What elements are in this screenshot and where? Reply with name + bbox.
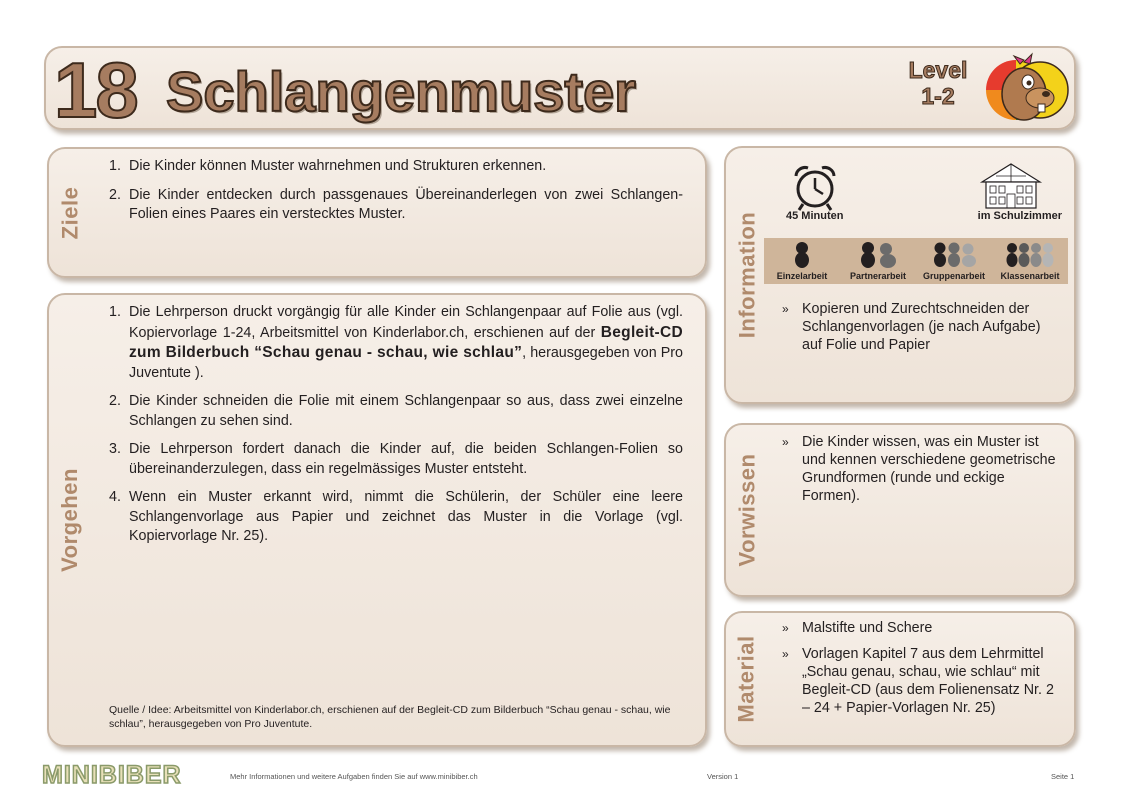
page-number: Seite 1: [1051, 772, 1075, 781]
material-list: [782, 619, 1058, 725]
footer-info: Mehr Informationen und weitere Aufgaben finden Sie auf www.minibiber.ch: [230, 772, 478, 781]
work-type-group: Gruppenarbeit: [916, 238, 992, 284]
goals-panel: [47, 147, 707, 278]
procedure-panel: [47, 293, 707, 747]
level-value: 1-2: [921, 83, 955, 109]
material-label: Material: [734, 635, 759, 723]
procedure-label: Vorgehen: [57, 468, 83, 572]
duration-text: 45 Minuten: [786, 210, 844, 222]
title-banner: [44, 46, 1076, 134]
goals-label: Ziele: [57, 186, 83, 239]
partner-beavers-icon: [848, 240, 908, 268]
footer-version: Version 1: [707, 772, 739, 781]
work-type-single: Einzelarbeit: [764, 238, 840, 284]
list-item: » Die Kinder wissen, was ein Muster ist und kennen verschiedene geometrische Grundformen (runde und eckige Formen).: [782, 434, 1056, 504]
beaver-mascot-icon: [978, 52, 1070, 128]
prior-knowledge-list: [782, 433, 1058, 513]
work-type-class: Klassenarbeit: [992, 238, 1068, 284]
class-beavers-icon: [1000, 240, 1060, 268]
information-list: [782, 300, 1058, 362]
location-text: im Schulzimmer: [977, 210, 1062, 222]
material-panel: [724, 611, 1076, 747]
list-item: 1. Die Kinder können Muster wahrnehmen und Strukturen erkennen.: [109, 158, 547, 174]
list-item: 2. Die Kinder schneiden die Folie mit einem Schlangenpaar so aus, dass zwei einzelne Schlangen zu sehen sind.: [109, 393, 683, 429]
prior-knowledge-panel: [724, 423, 1076, 597]
minibiber-logo: [38, 758, 218, 790]
single-beaver-icon: [782, 240, 822, 268]
information-panel: [724, 146, 1076, 404]
group-beavers-icon: [924, 240, 984, 268]
list-item: » Malstifte und Schere: [782, 620, 933, 636]
list-item: 2. Die Kinder entdecken durch passgenaues Übereinanderlegen von zwei Schlangen-Folien eines Paares ein verstecktes Muster.: [109, 186, 683, 222]
source-note: Quelle / Idee: Arbeitsmittel von Kinderlabor.ch, erschienen auf der Begleit-CD zum Bilderbuch “Schau genau - schau, wie schlau”, herausgegeben von Pro Juventute.: [109, 704, 671, 730]
page-title: Schlangenmuster: [166, 60, 636, 123]
goals-list: [109, 157, 683, 234]
list-item: 4. Wenn ein Muster erkannt wird, nimmt die Schülerin, der Schüler eine leere Schlangenvorlage aus Papier und zeichnet das Muster in die Vorlage (vgl. Kopiervorlage Nr. 25).: [109, 489, 683, 544]
procedure-list: [109, 303, 683, 556]
activity-number: 18: [54, 46, 137, 134]
work-type-partner: Partnerarbeit: [840, 238, 916, 284]
cd-title: Begleit-CD zum Bilderbuch “Schau genau - schau, wie schlau”: [129, 323, 683, 361]
work-types-bar: [764, 238, 1068, 284]
level-label: Level: [908, 57, 968, 83]
alarm-clock-icon: [788, 162, 842, 212]
list-item: 3. Die Lehrperson fordert danach die Kinder auf, die beiden Schlangen-Folien so übereinanderzulegen, dass ein regelmässiges Muster entsteht.: [109, 441, 683, 477]
information-label: Information: [734, 211, 759, 339]
list-item: 1. Die Lehrperson druckt vorgängig für alle Kinder ein Schlangenpaar auf Folie aus (vgl. Kopiervorlage 1-24, Arbeitsmittel von Kinderlabor.ch, erschienen auf der Begleit-CD zum Bilderbuch “Schau genau - schau, wie schlau”, herausgegeben von Pro Juventute ).: [109, 304, 683, 381]
list-item: » Vorlagen Kapitel 7 aus dem Lehrmittel „Schau genau, schau, wie schlau“ mit Begleit-CD (aus dem Folienensatz Nr. 2 – 24 + Papier-Vorlagen Nr. 25): [782, 646, 1054, 716]
prior-knowledge-label: Vorwissen: [734, 453, 760, 567]
list-item: » Kopieren und Zurechtschneiden der Schlangenvorlagen (je nach Aufgabe) auf Folie und Papier: [782, 301, 1041, 353]
svg-text:MINIBIBER: MINIBIBER: [42, 761, 182, 789]
school-building-icon: [978, 160, 1044, 212]
